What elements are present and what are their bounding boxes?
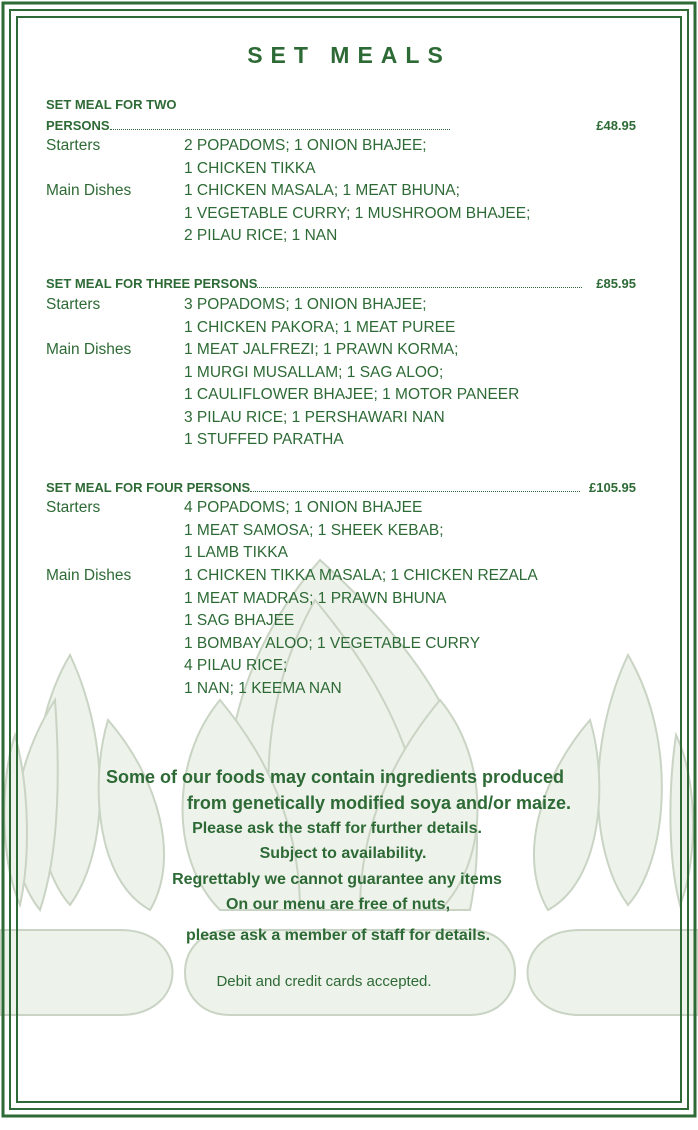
list-item: 1 CHICKEN TIKKA MASALA; 1 CHICKEN REZALA [184,567,538,584]
meal-price: £105.95 [589,480,636,495]
gm-notice-line1: Some of our foods may contain ingredients produced [105,767,565,787]
starters-list [184,294,455,339]
ask-staff-notice: Please ask the staff for further details. [192,820,482,837]
list-item: 1 CHICKEN MASALA; 1 MEAT BHUNA; [184,182,460,199]
list-item: 1 CHICKEN TIKKA [184,159,316,177]
main-dishes-list [184,180,530,248]
list-item: 1 STUFFED PARATHA [184,431,344,449]
set-meal-two-heading-line2 [46,118,636,133]
leader-dots [110,128,450,130]
starters-list [184,135,427,180]
meal-heading-line2: PERSONS [46,118,110,133]
list-item: 1 NAN; 1 KEEMA NAN [184,679,342,697]
nuts-notice-line1: Regrettably we cannot guarantee any items [172,871,502,888]
list-item: 1 MEAT SAMOSA; 1 SHEEK KEBAB; [184,521,444,539]
list-item: 3 PILAU RICE; 1 PERSHAWARI NAN [184,408,445,426]
starters-label: Starters [46,137,101,154]
meal-price: £85.95 [596,276,636,291]
starters-list [184,497,444,565]
list-item: 1 MURGI MUSALLAM; 1 SAG ALOO; [184,363,444,381]
nuts-notice-line2: On our menu are free of nuts, [225,896,451,913]
starters-label: Starters [46,499,101,516]
page-title: SET MEALS [247,42,451,68]
list-item: 1 SAG BHAJEE [184,612,295,630]
availability-notice: Subject to availability. [259,845,427,862]
set-meal-four-heading [46,480,636,495]
list-item: 1 VEGETABLE CURRY; 1 MUSHROOM BHAJEE; [184,204,531,222]
meal-heading: SET MEAL FOR THREE PERSONS [46,276,258,291]
starters-label: Starters [46,296,101,313]
list-item: 4 PILAU RICE; [184,657,288,675]
main-dishes-list [184,565,538,701]
set-meal-two-heading [46,97,636,112]
leader-dots [257,286,582,288]
main-dishes-list [184,339,519,452]
list-item: 1 CAULIFLOWER BHAJEE; 1 MOTOR PANEER [184,386,520,404]
list-item: 3 POPADOMS; 1 ONION BHAJEE; [184,296,427,313]
list-item: 1 CHICKEN PAKORA; 1 MEAT PUREE [184,318,456,336]
main-dishes-label: Main Dishes [46,182,132,199]
list-item: 2 POPADOMS; 1 ONION BHAJEE; [184,137,427,154]
meal-heading: SET MEAL FOR FOUR PERSONS [46,480,251,495]
leader-dots [250,490,580,492]
list-item: 1 BOMBAY ALOO; 1 VEGETABLE CURRY [184,634,481,652]
gm-notice-line2: from genetically modified soya and/or maize. [186,793,572,813]
main-dishes-label: Main Dishes [46,341,132,358]
list-item: 1 LAMB TIKKA [184,544,288,562]
meal-price: £48.95 [596,118,636,133]
ask-member-notice: please ask a member of staff for details. [185,927,491,944]
list-item: 2 PILAU RICE; 1 NAN [184,227,338,245]
list-item: 1 MEAT JALFREZI; 1 PRAWN KORMA; [184,341,459,358]
payment-notice: Debit and credit cards accepted. [216,973,432,990]
list-item: 1 MEAT MADRAS; 1 PRAWN BHUNA [184,589,447,607]
meal-heading-line1: SET MEAL FOR TWO [46,97,177,112]
set-meal-three-heading [46,276,636,291]
main-dishes-label: Main Dishes [46,567,132,584]
list-item: 4 POPADOMS; 1 ONION BHAJEE [184,499,423,516]
